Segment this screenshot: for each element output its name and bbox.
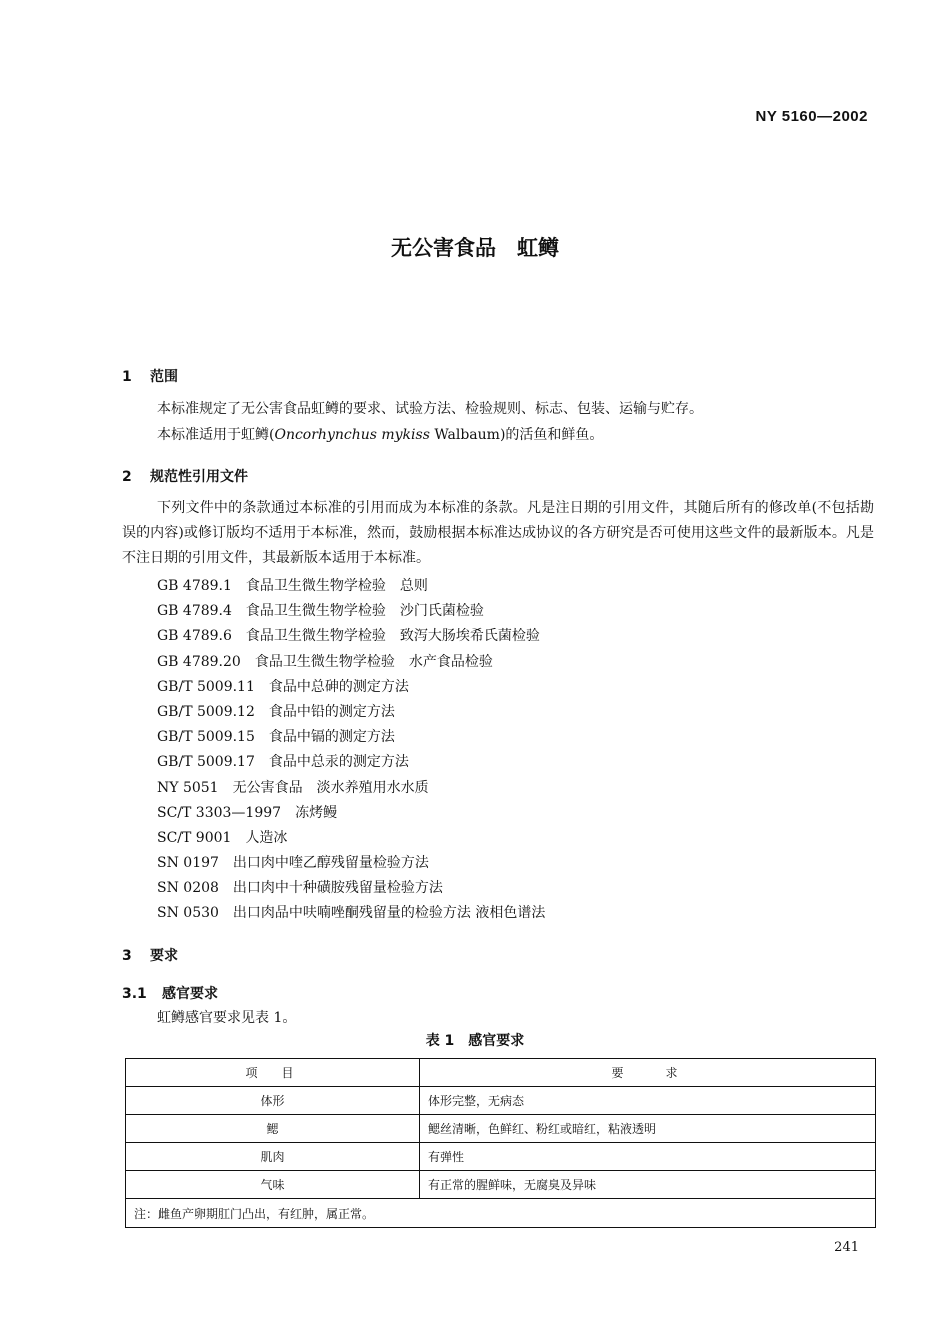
reference-title: 出口肉中喹乙醇残留量检验方法 <box>232 855 429 872</box>
table-cell-item: 鳃 <box>126 1115 420 1143</box>
reference-title: 食品中铅的测定方法 <box>268 703 395 720</box>
reference-title: 食品中总汞的测定方法 <box>268 754 409 771</box>
table-cell-requirement: 有弹性 <box>420 1143 876 1171</box>
table-cell-item: 肌肉 <box>126 1143 420 1171</box>
reference-code: GB/T 5009.17 <box>157 754 255 771</box>
reference-item <box>157 599 545 624</box>
scope-text: 本标准适用于虹鳟( <box>157 427 275 443</box>
section-number: 2 <box>122 469 132 485</box>
table-header-row <box>126 1059 876 1087</box>
reference-title: 食品卫生微生物学检验 总则 <box>245 578 428 594</box>
column-header-requirement: 要 求 <box>420 1059 876 1087</box>
reference-title: 食品中总砷的测定方法 <box>268 678 409 695</box>
table-row <box>126 1171 876 1199</box>
subsection-number: 3.1 <box>122 986 147 1002</box>
normative-references-list <box>157 574 545 927</box>
scope-paragraph-2 <box>157 425 603 445</box>
reference-item <box>157 574 545 599</box>
reference-item <box>157 826 545 851</box>
reference-item <box>157 650 545 675</box>
reference-code: GB/T 5009.11 <box>157 678 255 695</box>
reference-code: GB/T 5009.12 <box>157 703 255 720</box>
section-title: 要求 <box>150 948 178 964</box>
reference-code: GB 4789.20 <box>157 653 241 670</box>
reference-item <box>157 876 545 901</box>
reference-title: 食品卫生微生物学检验 致泻大肠埃希氏菌检验 <box>245 628 540 645</box>
reference-title: 食品中镉的测定方法 <box>268 729 395 746</box>
page-number: 241 <box>834 1240 859 1255</box>
reference-title: 食品卫生微生物学检验 沙门氏菌检验 <box>245 603 484 620</box>
reference-code: SC/T 9001 <box>157 829 232 846</box>
reference-item <box>157 624 545 649</box>
section-2-heading <box>122 466 248 486</box>
sensory-requirements-table <box>125 1058 876 1228</box>
section-number: 1 <box>122 369 132 385</box>
reference-title: 出口肉中十种磺胺残留量检验方法 <box>232 880 443 897</box>
table-note-row <box>126 1199 876 1228</box>
reference-item <box>157 700 545 725</box>
reference-code: SC/T 3303—1997 <box>157 804 282 821</box>
section-number: 3 <box>122 948 132 964</box>
references-intro: 下列文件中的条款通过本标准的引用而成为本标准的条款。凡是注日期的引用文件，其随后所有的修改单(不包括勘误的内容)或修订版均不适用于本标准，然而，鼓励根据本标准达成协议的各方研究是否可使用这些文件的最新版本。凡是不注日期的引用文件，其最新版本适用于本标准。 <box>122 500 874 566</box>
table-cell-requirement: 鳃丝清晰，色鲜红、粉红或暗红，粘液透明 <box>420 1115 876 1143</box>
reference-item <box>157 801 545 826</box>
subsection-3-1-heading <box>122 983 218 1003</box>
section-title: 范围 <box>150 369 178 385</box>
reference-title: 无公害食品 淡水养殖用水水质 <box>232 779 429 796</box>
reference-item <box>157 851 545 876</box>
reference-code: GB 4789.1 <box>157 578 232 594</box>
reference-title: 人造冰 <box>245 829 288 846</box>
table-note: 注：雌鱼产卵期肛门凸出，有红肿，属正常。 <box>126 1199 876 1228</box>
reference-code: SN 0530 <box>157 905 219 922</box>
section-3-heading <box>122 945 178 965</box>
subsection-title: 感官要求 <box>162 986 218 1002</box>
reference-code: NY 5051 <box>157 779 219 796</box>
section-1-heading <box>122 366 178 386</box>
reference-item <box>157 901 545 926</box>
document-title: 无公害食品 虹鳟 <box>391 236 559 260</box>
table-1-caption: 表 1 感官要求 <box>425 1033 525 1049</box>
reference-item <box>157 675 545 700</box>
section-title: 规范性引用文件 <box>150 469 248 485</box>
reference-item <box>157 725 545 750</box>
reference-code: GB/T 5009.15 <box>157 729 255 746</box>
column-header-item: 项 目 <box>126 1059 420 1087</box>
table-row <box>126 1087 876 1115</box>
table-cell-requirement: 体形完整，无病态 <box>420 1087 876 1115</box>
reference-title: 出口肉品中呋喃唑酮残留量的检验方法 液相色谱法 <box>232 905 546 922</box>
reference-code: SN 0208 <box>157 880 219 897</box>
reference-item <box>157 750 545 775</box>
table-cell-requirement: 有正常的腥鲜味，无腐臭及异味 <box>420 1171 876 1199</box>
sensory-requirements-text: 虹鳟感官要求见表 1。 <box>157 1010 297 1026</box>
scope-paragraph-1: 本标准规定了无公害食品虹鳟的要求、试验方法、检验规则、标志、包装、运输与贮存。 <box>157 401 703 417</box>
table-row <box>126 1143 876 1171</box>
reference-title: 冻烤鳗 <box>295 804 338 821</box>
reference-code: GB 4789.6 <box>157 628 232 645</box>
latin-species-name: Oncorhynchus mykiss <box>274 427 430 443</box>
table-cell-item: 体形 <box>126 1087 420 1115</box>
reference-title: 食品卫生微生物学检验 水产食品检验 <box>254 653 493 670</box>
reference-item <box>157 776 545 801</box>
reference-code: GB 4789.4 <box>157 603 232 620</box>
reference-code: SN 0197 <box>157 855 219 872</box>
standard-code: NY 5160—2002 <box>755 108 868 125</box>
scope-text-end: Walbaum)的活鱼和鲜鱼。 <box>429 427 604 443</box>
table-row <box>126 1115 876 1143</box>
table-cell-item: 气味 <box>126 1171 420 1199</box>
